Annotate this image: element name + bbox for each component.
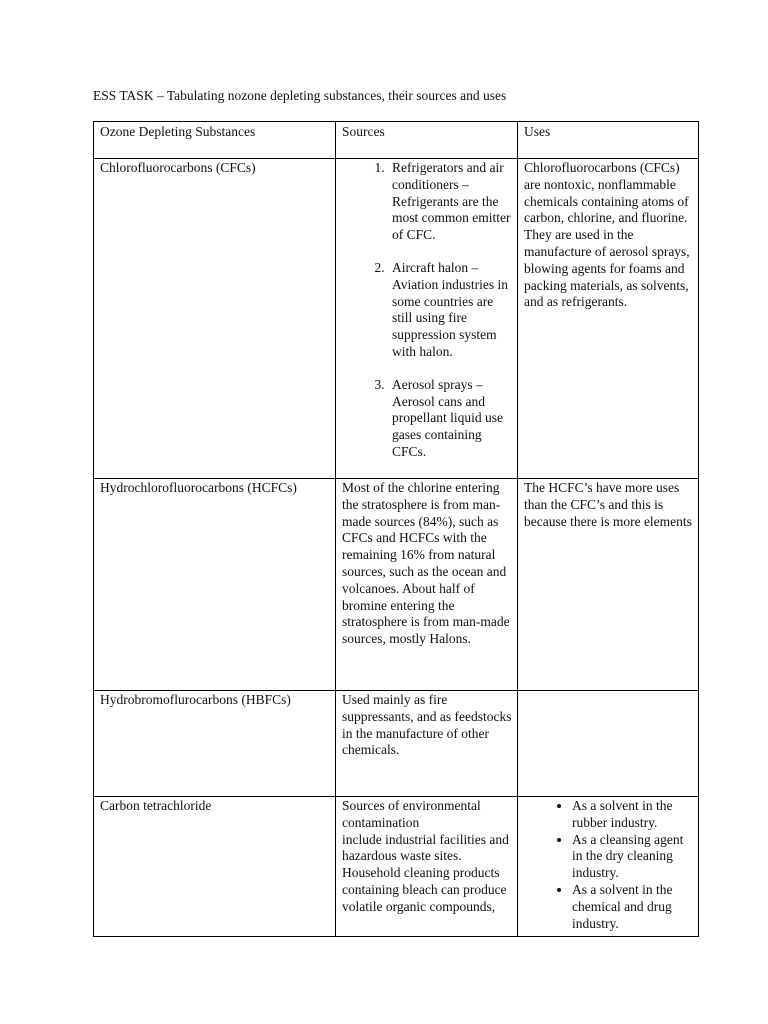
list-item: 3. Aerosol sprays – Aerosol cans and propellant liquid use gases containing CFCs. <box>388 377 513 461</box>
sources-text-line: include industrial facilities and hazardous waste sites. Household cleaning products containing bleach can produce volatile organic compounds, <box>342 831 509 914</box>
uses-cell <box>518 691 699 797</box>
table-row <box>94 691 699 797</box>
table-row <box>94 797 699 937</box>
table-row <box>94 479 699 691</box>
ozone-substances-table <box>93 121 699 937</box>
table-row <box>94 159 699 479</box>
document-title: ESS TASK – Tabulating nozone depleting substances, their sources and uses <box>93 88 507 103</box>
sources-cell: Most of the chlorine entering the stratosphere is from man-made sources (84%), such as CFCs and HCFCs with the remaining 16% from natural sources, such as the ocean and volcanoes. About half of bromine entering the stratosphere is from man-made sources, mostly Halons. <box>336 479 518 691</box>
substance-cell: Hydrobromoflurocarbons (HBFCs) <box>94 691 336 797</box>
substance-cell: Chlorofluorocarbons (CFCs) <box>94 159 336 479</box>
sources-cell <box>336 159 518 479</box>
header-uses: Uses <box>518 122 699 159</box>
header-substances: Ozone Depleting Substances <box>94 122 336 159</box>
table-header-row <box>94 122 699 159</box>
list-item: • As a solvent in the rubber industry. <box>572 798 694 832</box>
list-item: • As a solvent in the chemical and drug industry. <box>572 882 694 932</box>
substance-cell: Carbon tetrachloride <box>94 797 336 937</box>
uses-list <box>524 798 694 932</box>
list-item: 2. Aircraft halon – Aviation industries in some countries are still using fire suppression system with halon. <box>388 260 513 361</box>
list-item: • As a cleansing agent in the dry cleaning industry. <box>572 832 694 882</box>
substance-cell: Hydrochlorofluorocarbons (HCFCs) <box>94 479 336 691</box>
uses-cell: The HCFC’s have more uses than the CFC’s and this is because there is more elements <box>518 479 699 691</box>
list-item: 1. Refrigerators and air conditioners – Refrigerants are the most common emitter of CFC. <box>388 160 513 244</box>
sources-text-line: Sources of environmental contamination <box>342 798 481 830</box>
header-sources: Sources <box>336 122 518 159</box>
uses-cell <box>518 797 699 937</box>
sources-list <box>342 160 513 461</box>
sources-cell: Used mainly as fire suppressants, and as feedstocks in the manufacture of other chemicals. <box>336 691 518 797</box>
uses-cell: Chlorofluorocarbons (CFCs) are nontoxic, nonflammable chemicals containing atoms of carbon, chlorine, and fluorine. They are used in the manufacture of aerosol sprays, blowing agents for foams and packing materials, as solvents, and as refrigerants. <box>518 159 699 479</box>
sources-cell <box>336 797 518 937</box>
